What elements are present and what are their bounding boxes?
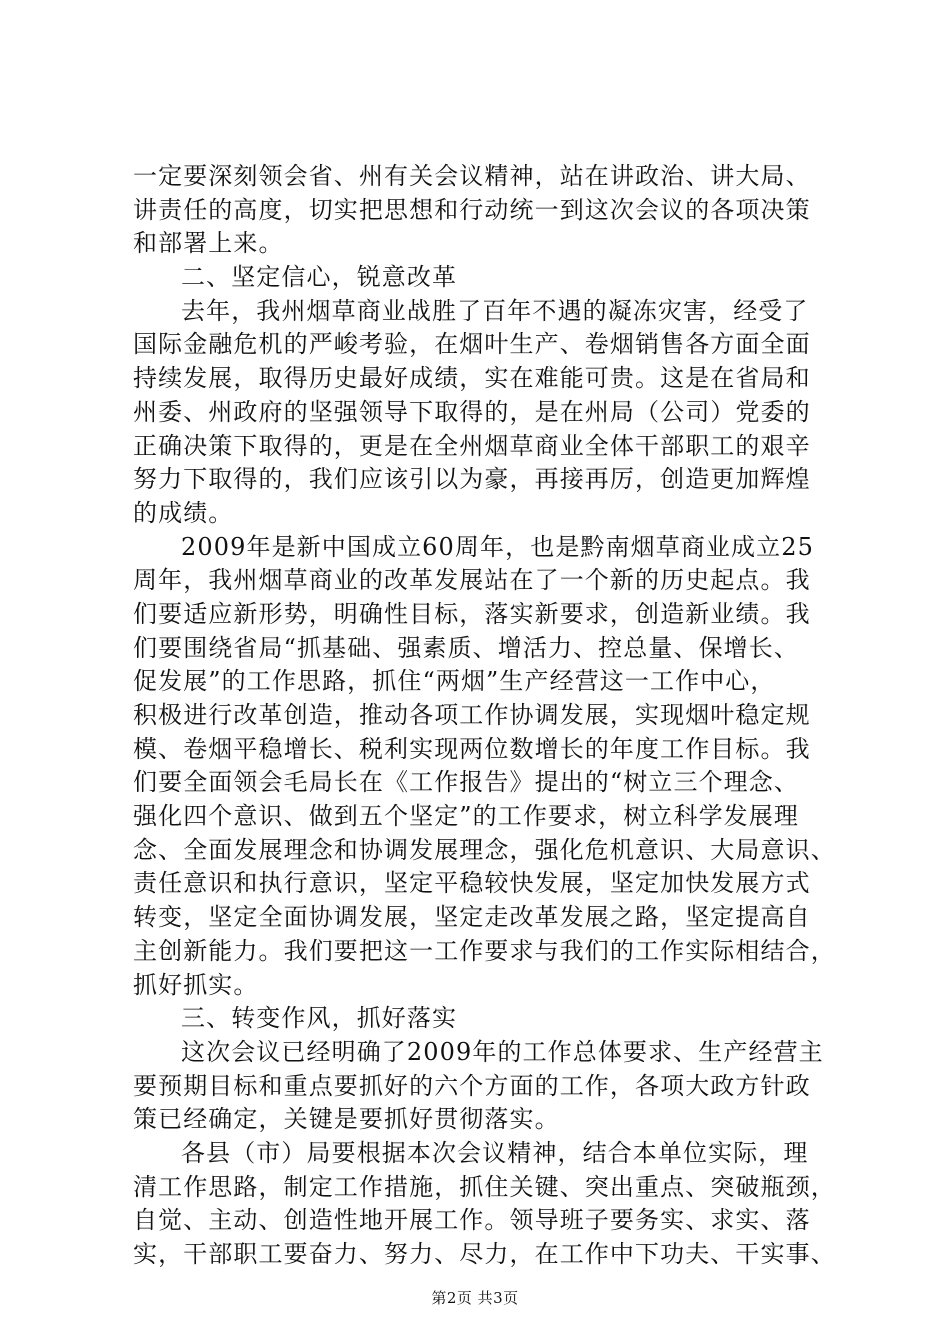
text-line: 正确决策下取得的，更是在全州烟草商业全体干部职工的艰辛 bbox=[133, 431, 811, 460]
text-line: 们要全面领会毛局长在《工作报告》提出的“树立三个理念、 bbox=[133, 768, 799, 797]
text-line: 自觉、主动、创造性地开展工作。领导班子要务实、求实、落 bbox=[133, 1206, 811, 1235]
text-line: 模、卷烟平稳增长、税利实现两位数增长的年度工作目标。我 bbox=[133, 734, 811, 763]
text-line: 要预期目标和重点要抓好的六个方面的工作，各项大政方针政 bbox=[133, 1071, 811, 1100]
text-line: 这次会议已经明确了2009年的工作总体要求、生产经营主 bbox=[181, 1037, 824, 1066]
text-line: 2009年是新中国成立60周年，也是黔南烟草商业成立25 bbox=[181, 532, 814, 561]
text-line: 讲责任的高度，切实把思想和行动统一到这次会议的各项决策 bbox=[133, 195, 811, 224]
text-line: 实，干部职工要奋力、努力、尽力，在工作中下功夫、干实事、 bbox=[133, 1240, 836, 1268]
text-line: 努力下取得的，我们应该引以为豪，再接再厉，创造更加辉煌 bbox=[133, 465, 811, 494]
section-heading: 二、坚定信心，锐意改革 bbox=[181, 263, 458, 292]
text-line: 策已经确定，关键是要抓好贯彻落实。 bbox=[133, 1105, 560, 1134]
text-line: 一定要深刻领会省、州有关会议精神，站在讲政治、讲大局、 bbox=[133, 162, 811, 190]
text-line: 国际金融危机的严峻考验，在烟叶生产、卷烟销售各方面全面 bbox=[133, 330, 811, 359]
text-line: 们要适应新形势，明确性目标，落实新要求，创造新业绩。我 bbox=[133, 599, 811, 628]
text-line: 积极进行改革创造，推动各项工作协调发展，实现烟叶稳定规 bbox=[133, 701, 811, 729]
section-heading: 三、转变作风，抓好落实 bbox=[181, 1004, 458, 1033]
text-line: 的成绩。 bbox=[133, 498, 234, 527]
text-line: 清工作思路，制定工作措施，抓住关键、突出重点、突破瓶颈， bbox=[133, 1172, 836, 1201]
text-line: 持续发展，取得历史最好成绩，实在难能可贵。这是在省局和 bbox=[133, 364, 811, 393]
text-line: 去年，我州烟草商业战胜了百年不遇的凝冻灾害，经受了 bbox=[181, 296, 809, 325]
text-line: 强化四个意识、做到五个坚定”的工作要求，树立科学发展理 bbox=[133, 802, 799, 831]
text-line: 抓好抓实。 bbox=[133, 970, 259, 999]
text-line: 主创新能力。我们要把这一工作要求与我们的工作实际相结合， bbox=[133, 936, 836, 965]
page-footer: 第2页 共3页 bbox=[431, 1289, 519, 1307]
text-line: 和部署上来。 bbox=[133, 229, 284, 258]
text-line: 念、全面发展理念和协调发展理念，强化危机意识、大局意识、 bbox=[133, 835, 836, 864]
text-line: 们要围绕省局“抓基础、强素质、增活力、控总量、保增长、 bbox=[133, 633, 799, 662]
text-line: 转变，坚定全面协调发展，坚定走改革发展之路，坚定提高自 bbox=[133, 903, 811, 932]
document-body bbox=[133, 160, 839, 1272]
text-line: 周年，我州烟草商业的改革发展站在了一个新的历史起点。我 bbox=[133, 566, 811, 595]
text-line: 各县（市）局要根据本次会议精神，结合本单位实际，理 bbox=[181, 1138, 809, 1167]
text-line: 促发展”的工作思路，抓住“两烟”生产经营这一工作中心， bbox=[133, 667, 776, 696]
text-line: 责任意识和执行意识，坚定平稳较快发展，坚定加快发展方式 bbox=[133, 869, 811, 898]
text-line: 州委、州政府的坚强领导下取得的，是在州局（公司）党委的 bbox=[133, 397, 811, 426]
